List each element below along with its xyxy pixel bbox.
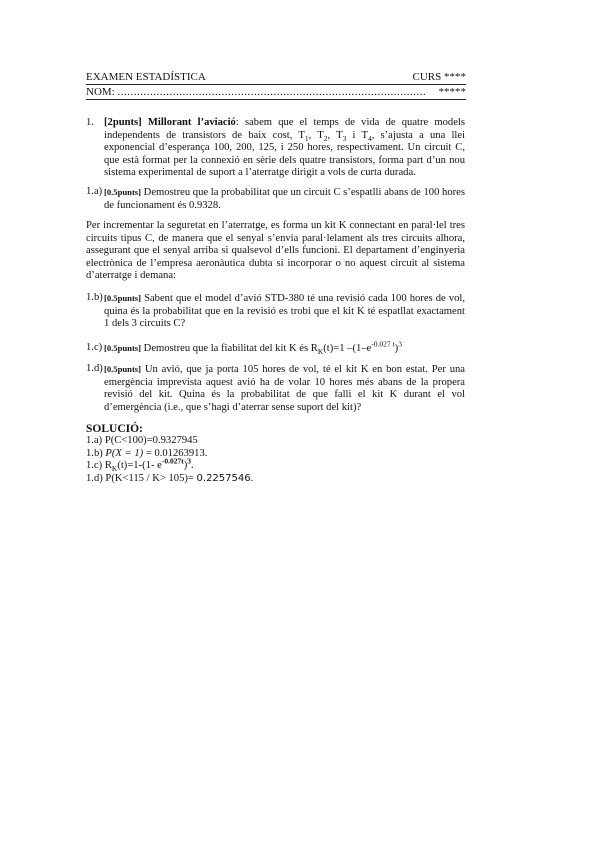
problem-title: Millorant l’aviació bbox=[147, 117, 236, 128]
formula-part: (t)=1-(1- e bbox=[117, 460, 162, 472]
exponent: -0.027t bbox=[161, 456, 184, 466]
points-tag: [0.5punts] bbox=[104, 364, 142, 374]
problem-text bbox=[104, 117, 465, 180]
solution-section bbox=[86, 423, 465, 485]
solution-label: 1.c) bbox=[86, 460, 105, 472]
problem-intro-cont: , s’ajusta a una llei exponencial d’esperança 100, 200, 125, i 250 hores, respectivament. Un circuit C, que està format per la connexió en sèrie dels quatre transistors, forma part d’un nou sistema experimental de suport a l’aterratge dirigit a vols de curta durada. bbox=[104, 129, 465, 179]
solution-1b bbox=[86, 448, 465, 460]
exponent: 3 bbox=[187, 456, 191, 466]
solution-label: 1.a) bbox=[86, 435, 105, 447]
separator: , T bbox=[327, 129, 343, 141]
question-1d bbox=[86, 363, 465, 414]
question-label: 1.d) bbox=[86, 363, 103, 374]
exponent: -0.027 t bbox=[371, 339, 395, 349]
question-label: 1.a) bbox=[86, 186, 103, 197]
formula-part: ) bbox=[183, 460, 188, 472]
solution-1c bbox=[86, 456, 465, 474]
exponent: 3 bbox=[398, 339, 402, 349]
question-label: 1.c) bbox=[86, 342, 103, 353]
separator: i T bbox=[346, 129, 368, 141]
problem-statement bbox=[86, 117, 465, 180]
separator: , T bbox=[308, 129, 324, 141]
question-text: Demostreu que la probabilitat que un circuit C s’espatlli abans de 100 hores de funcionament és 0.9328. bbox=[104, 187, 465, 211]
points-tag: [0.5punts] bbox=[104, 293, 142, 303]
solution-value: P(C<100)=0.9327945 bbox=[104, 435, 198, 447]
solution-formula: P(X = 1) bbox=[105, 447, 144, 459]
question-text: Sabent que el model d’avió STD-380 té una revisió cada 100 hores de vol, quina és la probabilitat que en la revisió es trobi que el kit K té espatllat exactament 1 dels 3 circuits C? bbox=[104, 293, 465, 330]
exam-title: EXAMEN ESTADÍSTICA bbox=[86, 71, 206, 83]
context-paragraph: Per incrementar la seguretat en l’aterratge, es forma un kit K connectant en paral·lel tres circuits tipus C, de manera que el senyal s’envia paral·lelament als tres circuits alhora, assegurant que el senyal arriba si qualsevol d’ells funcioni. El departament d’enginyeria electrònica de l’empresa aeronàutica dubta si incorporar o no aquest circuit al sistema d’aterratge i demana: bbox=[86, 220, 465, 282]
subscript: 1 bbox=[304, 133, 309, 143]
subscript: 3 bbox=[342, 133, 347, 143]
question-label: 1.b) bbox=[86, 292, 103, 303]
solution-1d bbox=[86, 473, 465, 485]
formula-part: . bbox=[250, 472, 254, 484]
problem-points: [2punts] bbox=[104, 117, 142, 128]
points-tag: [0.5punts] bbox=[104, 187, 142, 197]
solution-title: SOLUCIÓ: bbox=[86, 423, 143, 435]
subscript: K bbox=[111, 464, 118, 474]
subscript: 2 bbox=[323, 133, 328, 143]
exam-header bbox=[86, 71, 466, 85]
points-tag: [0.5punts] bbox=[104, 343, 142, 353]
name-stars: ***** bbox=[438, 86, 466, 98]
formula-part: ) bbox=[394, 343, 399, 354]
question-1a bbox=[86, 186, 465, 212]
solution-label: 1.d) bbox=[86, 472, 106, 484]
subscript: 4 bbox=[367, 133, 372, 143]
solution-formula: P(K<115 / K> 105)= bbox=[105, 472, 197, 484]
course-label: CURS **** bbox=[412, 71, 466, 83]
solution-label: 1.b) bbox=[86, 447, 106, 459]
solution-1a bbox=[86, 435, 465, 447]
question-1b bbox=[86, 292, 465, 331]
problem-number: 1. bbox=[86, 117, 94, 128]
problem-intro: : sabem que el temps de vida de quatre models independents de transistors de baix cost, T bbox=[104, 117, 465, 141]
name-label: NOM: bbox=[86, 86, 115, 98]
subscript: K bbox=[317, 347, 324, 357]
name-dots: ............................................................................................... bbox=[117, 86, 427, 98]
formula-part: (t)=1 –(1–e bbox=[323, 343, 372, 354]
question-1c bbox=[86, 339, 465, 357]
solution-value: = 0.01263913. bbox=[143, 447, 208, 459]
solution-value: 0.2257546 bbox=[196, 472, 251, 484]
question-text: Demostreu que la fiabilitat del kit K és R bbox=[141, 343, 318, 354]
question-text: Un avió, que ja porta 105 hores de vol, té el kit K en bon estat. Per una emergència imprevista aquest avió ha de volar 10 hores més abans de la propera revisió del kit. Quina és la probabilitat de que falli el kit K durant el vol d’emergència (i.e., que s’hagi d’aterrar sense suport del kit)? bbox=[104, 364, 465, 413]
formula-part: . bbox=[191, 460, 194, 472]
formula-part: R bbox=[104, 460, 112, 472]
name-line bbox=[86, 86, 466, 100]
